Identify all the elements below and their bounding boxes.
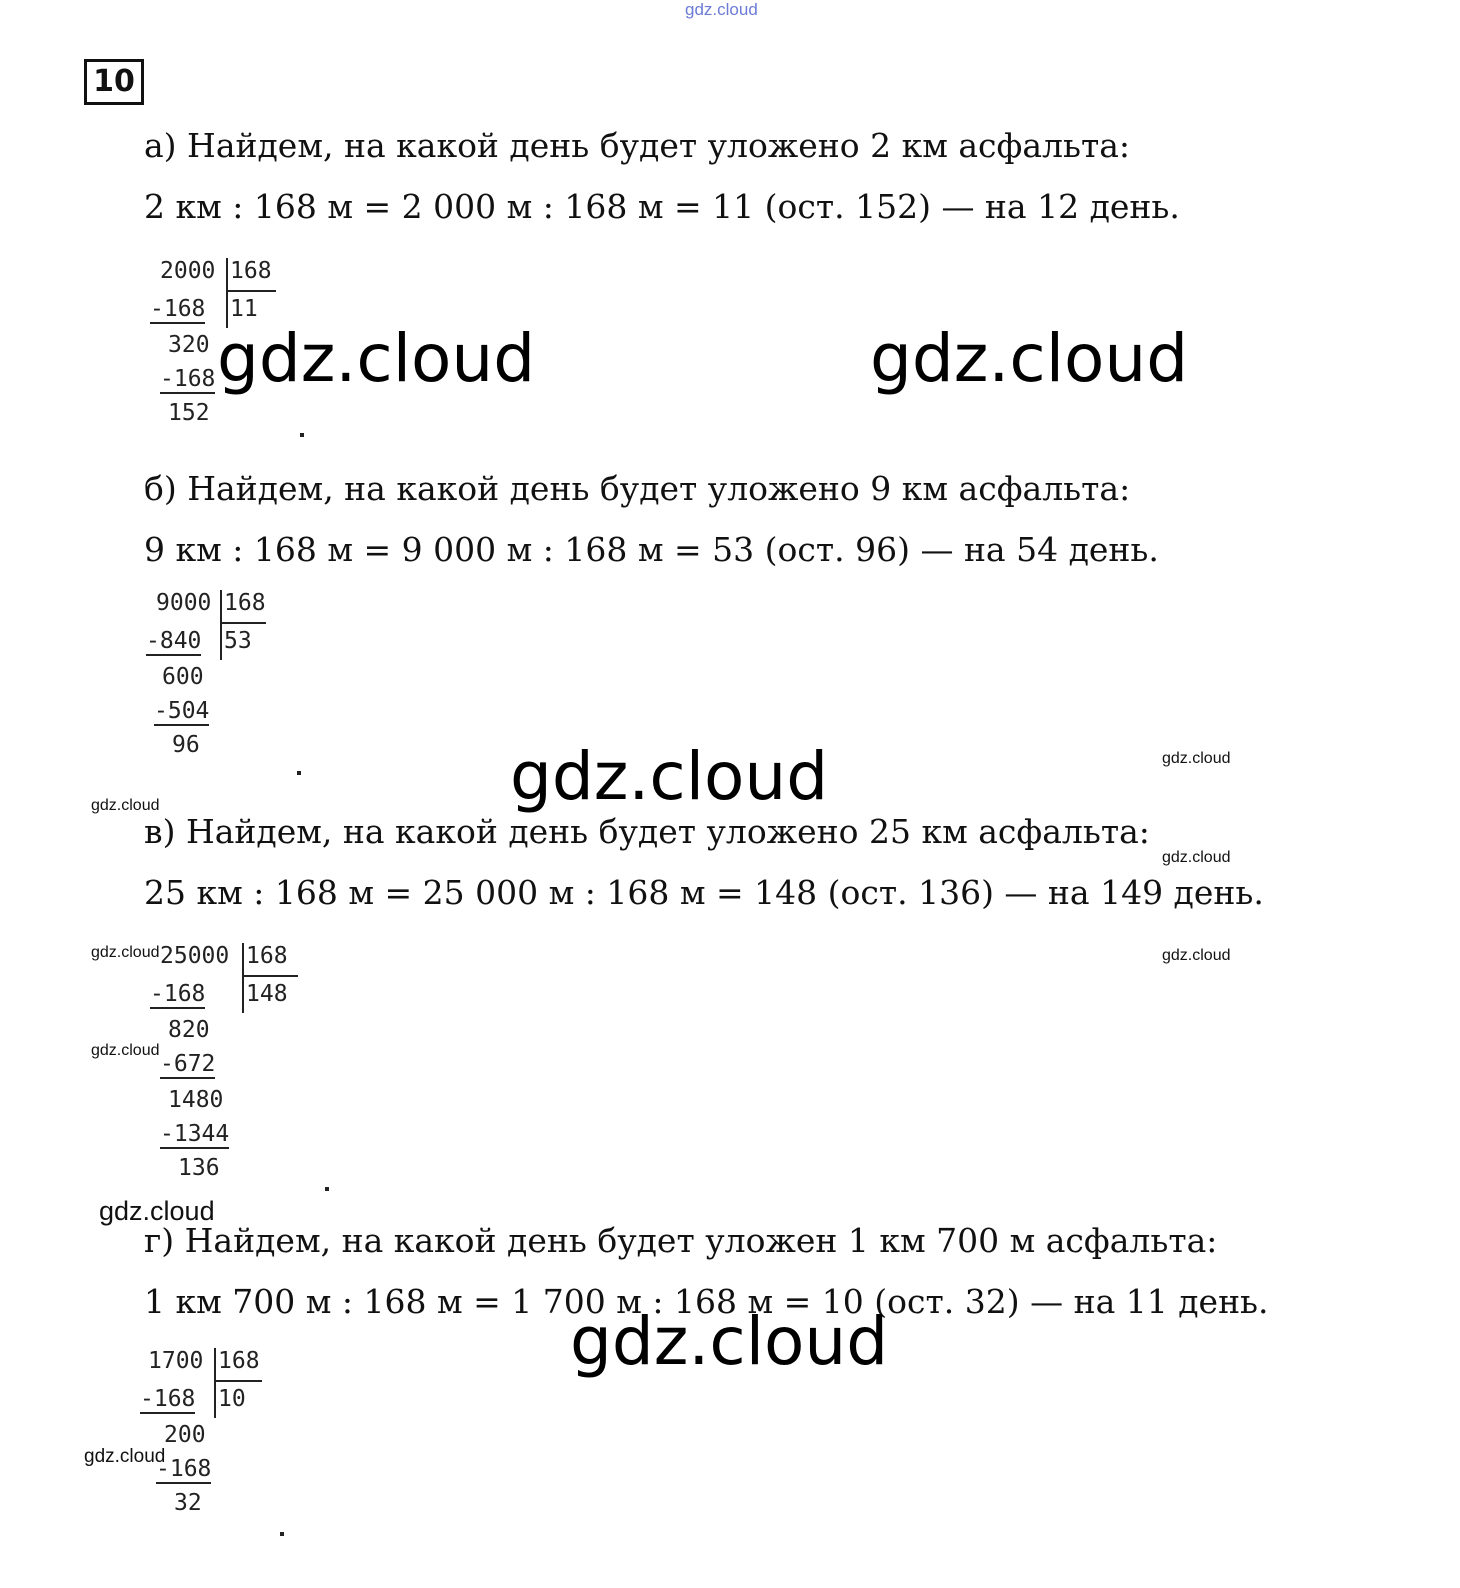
division-vertical-line [226,258,228,328]
division-step: -168 [156,1456,212,1482]
part-c-question: в) Найдем, на какой день будет уложено 25 км асфальта: [144,812,1150,851]
division-step: -168 [160,366,216,392]
division-horizontal-line [226,290,276,292]
watermark: gdz.cloud [91,797,160,814]
division-step: -672 [160,1051,216,1077]
divisor: 168 [246,943,288,969]
dot-mark [300,433,304,437]
division-step: 1480 [168,1087,224,1113]
division-step: -168 [140,1386,196,1412]
division-vertical-line [242,943,244,1013]
part-d-question: г) Найдем, на какой день будет уложен 1 км 700 м асфальта: [144,1221,1218,1260]
division-step: 96 [172,732,200,758]
part-d-long-division [138,1348,278,1523]
dividend: 25000 [160,943,230,969]
division-step: 200 [164,1422,206,1448]
task-number: 10 [84,59,144,105]
dot-mark [297,771,301,775]
dividend: 2000 [160,258,216,284]
dividend: 9000 [156,590,212,616]
part-b-question: б) Найдем, на какой день будет уложено 9 км асфальта: [144,469,1131,508]
part-b-solution: 9 км : 168 м = 9 000 м : 168 м = 53 (ост. 96) — на 54 день. [144,530,1159,569]
part-c-solution: 25 км : 168 м = 25 000 м : 168 м = 148 (ост. 136) — на 149 день. [144,873,1264,912]
watermark: gdz.cloud [510,738,829,815]
watermark: gdz.cloud [1162,849,1231,866]
part-a-question: а) Найдем, на какой день будет уложено 2 км асфальта: [144,126,1130,165]
division-step: 320 [168,332,210,358]
watermark: gdz.cloud [91,944,160,961]
division-step: 600 [162,664,204,690]
dividend: 1700 [148,1348,204,1374]
division-horizontal-line [220,622,266,624]
division-step: 136 [178,1155,220,1181]
watermark: gdz.cloud [1162,947,1231,964]
division-step: -504 [154,698,210,724]
quotient: 11 [230,296,258,322]
division-step: -840 [146,628,202,654]
division-horizontal-line [214,1380,262,1382]
division-step: 152 [168,400,210,426]
dot-mark [280,1532,284,1536]
division-vertical-line [214,1348,216,1418]
part-d-solution: 1 км 700 м : 168 м = 1 700 м : 168 м = 10 (ост. 32) — на 11 день. [144,1282,1269,1321]
division-step: -168 [150,296,206,322]
divisor: 168 [230,258,272,284]
division-step: 820 [168,1017,210,1043]
quotient: 10 [218,1386,246,1412]
divisor: 168 [224,590,266,616]
watermark: gdz.cloud [84,1446,166,1467]
division-step: -168 [150,981,206,1007]
part-a-solution: 2 км : 168 м = 2 000 м : 168 м = 11 (ост. 152) — на 12 день. [144,187,1180,226]
watermark: gdz.cloud [217,320,536,397]
division-step: -1344 [160,1121,230,1147]
division-horizontal-line [242,975,298,977]
quotient: 148 [246,981,288,1007]
division-step: 32 [174,1490,202,1516]
part-c-long-division [148,943,308,1183]
part-b-long-division [144,590,284,765]
watermark: gdz.cloud [570,1303,889,1380]
watermark: gdz.cloud [91,1042,160,1059]
dot-mark [325,1187,329,1191]
watermark: gdz.cloud [1162,750,1231,767]
watermark: gdz.cloud [870,320,1189,397]
division-vertical-line [220,590,222,660]
divisor: 168 [218,1348,260,1374]
watermark-top: gdz.cloud [685,0,758,19]
quotient: 53 [224,628,252,654]
watermark: gdz.cloud [99,1196,215,1226]
